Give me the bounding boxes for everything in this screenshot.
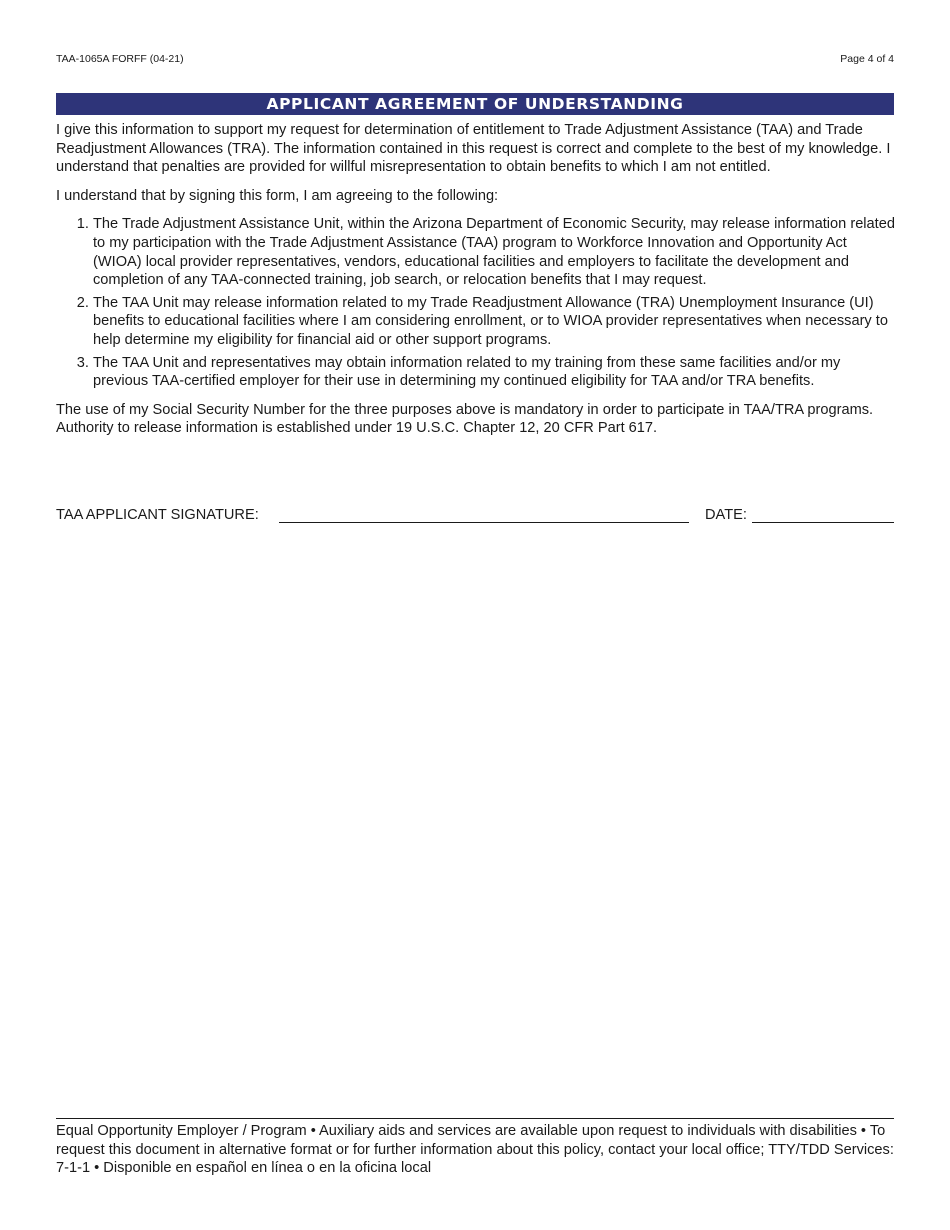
footer-divider [56, 1118, 894, 1119]
section-title-banner: APPLICANT AGREEMENT OF UNDERSTANDING [56, 93, 894, 115]
agreement-lead: I understand that by signing this form, I am agreeing to the following: [56, 187, 499, 204]
form-id: TAA-1065A FORFF (04-21) [56, 53, 184, 65]
page-header [56, 53, 894, 67]
agreement-item-1: 1. The Trade Adjustment Assistance Unit, within the Arizona Department of Economic Security, may release information related to my participation with the Trade Adjustment Assistance (TAA) program to Workforce Innovation and Opportunity Act (WIOA) local provider representatives, vendors, educational facilities and employers to facilitate the development and completion of any TAA-connected training, job search, or relocation benefits that I may request. [93, 215, 896, 289]
agreement-list [56, 215, 896, 390]
signature-row [56, 505, 894, 525]
date-label: DATE: [705, 507, 747, 523]
signature-label: TAA APPLICANT SIGNATURE: [56, 507, 259, 523]
ssn-paragraph: The use of my Social Security Number for the three purposes above is mandatory in order to participate in TAA/TRA programs. Authority to release information is established under 19 U.S.C. Chapter 12, 20 CFR Part 617. [56, 401, 874, 437]
intro-paragraph: I give this information to support my request for determination of entitlement to Trade Adjustment Assistance (TAA) and Trade Readjustment Allowances (TRA). The information contained in this request is correct and complete to the best of my knowledge. I understand that penalties are provided for willful misrepresentation to obtain benefits to which I am not entitled. [56, 122, 891, 176]
date-field[interactable] [752, 522, 894, 523]
agreement-item-2: 2. The TAA Unit may release information related to my Trade Readjustment Allowance (TRA) Unemployment Insurance (UI) benefits to educational facilities where I am considering enrollment, or to WIOA provider representatives when necessary to help determine my eligibility for financial aid or other support programs. [93, 294, 896, 350]
page-number: Page 4 of 4 [840, 53, 894, 65]
agreement-item-3: 3. The TAA Unit and representatives may obtain information related to my training from these same facilities and/or my previous TAA-certified employer for their use in determining my continued eligibility for TAA and/or TRA benefits. [93, 354, 896, 391]
footer-notice: Equal Opportunity Employer / Program • Auxiliary aids and services are available upon request to individuals with disabilities • To request this document in alternative format or for further information about this policy, contact your local office; TTY/TDD Services: 7-1-1 • Disponible en español en línea o en la oficina local [56, 1123, 894, 1177]
agreement-body [56, 121, 896, 448]
signature-field[interactable] [279, 522, 689, 523]
